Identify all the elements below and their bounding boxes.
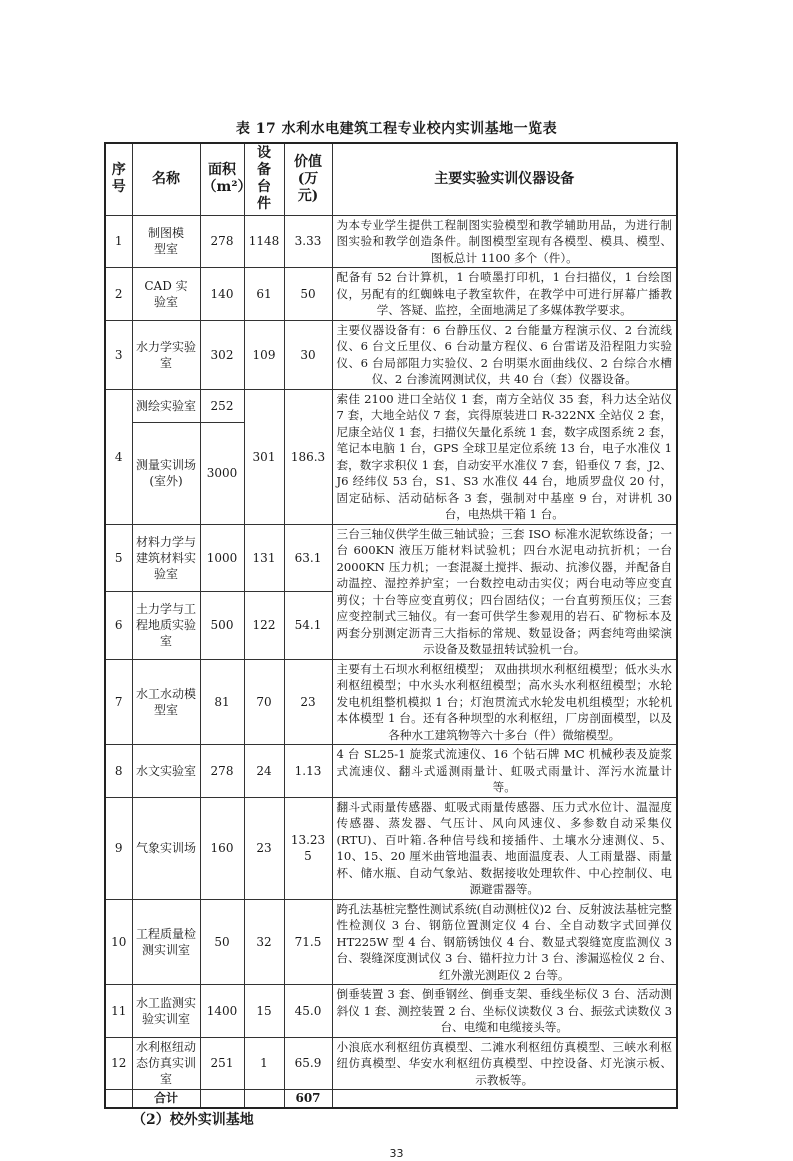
header-area: 面积（m²）	[200, 143, 244, 215]
cell-area: 1400	[200, 985, 244, 1038]
cell-seq: 1	[105, 215, 132, 268]
cell-equipment: 翻斗式雨量传感器、虹吸式雨量传感器、压力式水位计、温湿度传感器、蒸发器、气压计、风向风速仪、多参数自动采集仪(RTU)、百叶箱.各种信号线和接插件、土壤水分速测仪、5、10、15、20 厘米曲管地温表、地面温度表、人工雨量器、雨量杯、储水瓶、自动气象站、数据接收处理软件、中心控制仪、电源避雷器等。	[332, 797, 677, 899]
cell-area: 160	[200, 797, 244, 899]
cell-count: 1	[244, 1037, 284, 1090]
cell-seq: 7	[105, 659, 132, 745]
cell-equipment: 索佳 2100 进口全站仪 1 套，南方全站仪 35 套，科力达全站仪 7 套，大地全站仪 7 套，宾得原装进口 R-322NX 全站仪 2 套，尼康全站仪 1 套，扫描仪矢量化系统 1 套，数字成图系统 2 套，笔记本电脑 1 台，GPS 全球卫星定位系统 13 台，电子水准仪 1 套，数字求积仪 1 套，自动安平水准仪 7 套，铅垂仪 7 套，J2、J6 经纬仪 53 台，S1、S3 水准仪 44 台，地质罗盘仪 20 付，固定砧标、活动砧标各 3 套，强制对中基座 9 台，对讲机 30 台，电热烘干箱 1 台。	[332, 389, 677, 524]
cell-value: 50	[284, 268, 332, 321]
section-subheading: （2）校外实训基地	[132, 1112, 254, 1128]
header-equipment: 主要实验实训仪器设备	[332, 143, 677, 215]
cell-area: 302	[200, 320, 244, 389]
cell-count-empty	[244, 1090, 284, 1109]
cell-equipment: 小浪底水利枢纽仿真模型、二滩水利枢纽仿真模型、三峡水利枢纽仿真模型、华安水利枢纽仿真模型、中控设备、灯光演示板、示教板等。	[332, 1037, 677, 1090]
cell-seq: 5	[105, 524, 132, 592]
cell-area-empty	[200, 1090, 244, 1109]
cell-equipment: 4 台 SL25-1 旋浆式流速仪、16 个钻石牌 MC 机械秒表及旋浆式流速仪、翻斗式遥测雨量计、虹吸式雨量计、浑污水流量计等。	[332, 745, 677, 798]
cell-count: 109	[244, 320, 284, 389]
cell-count: 24	[244, 745, 284, 798]
training-base-table	[104, 142, 678, 1109]
table-row	[105, 524, 677, 592]
cell-equipment-empty	[332, 1090, 677, 1109]
header-row	[105, 143, 677, 215]
total-label: 合计	[132, 1090, 200, 1109]
cell-value: 45.0	[284, 985, 332, 1038]
cell-count: 23	[244, 797, 284, 899]
cell-name: 水工水动模型室	[132, 659, 200, 745]
page-number: 33	[389, 1147, 404, 1160]
cell-area: 140	[200, 268, 244, 321]
cell-value: 54.1	[284, 592, 332, 660]
cell-equipment: 三台三轴仪供学生做三轴试验；三套 ISO 标准水泥软练设备；一台 600KN 液压万能材料试验机；四台水泥电动抗折机；一台 2000KN 压力机；一套混凝土搅拌、振动、抗渗仪器，并配备自动温控、湿控养护室；一台数控电动击实仪；两台电动等应变直剪仪；十台等应变直剪仪；四台固结仪；一台直剪预压仪；三套应变控制式三轴仪。有一套可供学生参观用的岩石、矿物标本及两套分别测定沥青三大指标的常规、数显设备；两套纯弯曲梁演示设备及数显扭转试验机一台。	[332, 524, 677, 659]
cell-value: 71.5	[284, 899, 332, 985]
table-title: 表 17 水利水电建筑工程专业校内实训基地一览表	[235, 121, 558, 137]
cell-area: 500	[200, 592, 244, 660]
cell-name: 水力学实验室	[132, 320, 200, 389]
cell-name: 气象实训场	[132, 797, 200, 899]
table-row	[105, 899, 677, 985]
cell-area: 278	[200, 745, 244, 798]
table-row	[105, 215, 677, 268]
table-row	[105, 745, 677, 798]
cell-area: 252	[200, 389, 244, 422]
cell-equipment: 主要有土石坝水利枢纽模型； 双曲拱坝水利枢纽模型；低水头水利枢纽模型；中水头水利枢纽模型；高水头水利枢纽模型；水轮发电机组整机模拟 1 台；灯泡贯流式水轮发电机组模型；水轮机本体模型 1 台。还有各种坝型的水利枢纽，厂房剖面模型，以及各种水工建筑物等六十多台（件）微缩模型。	[332, 659, 677, 745]
cell-equipment: 跨孔法基桩完整性测试系统(自动测桩仪)2 台、反射波法基桩完整性检测仪 3 台、钢筋位置测定仪 4 台、全自动数字式回弹仪 HT225W 型 4 台、钢筋锈蚀仪 4 台、数显式裂缝宽度监测仪 3 台、裂缝深度测试仪 3 台、锚杆拉力计 3 台、渗漏巡检仪 2 台、红外激光测距仪 2 台等。	[332, 899, 677, 985]
cell-count: 61	[244, 268, 284, 321]
cell-value: 3.33	[284, 215, 332, 268]
cell-seq: 6	[105, 592, 132, 660]
cell-area: 81	[200, 659, 244, 745]
cell-name: 材料力学与建筑材料实验室	[132, 524, 200, 592]
table-row	[105, 659, 677, 745]
cell-area: 278	[200, 215, 244, 268]
cell-name-note: (室外)	[149, 474, 183, 488]
table-row	[105, 389, 677, 422]
cell-area: 1000	[200, 524, 244, 592]
cell-count: 122	[244, 592, 284, 660]
cell-seq: 12	[105, 1037, 132, 1090]
cell-name: 水文实验室	[132, 745, 200, 798]
cell-value: 30	[284, 320, 332, 389]
table-row	[105, 320, 677, 389]
cell-count: 1148	[244, 215, 284, 268]
cell-name: 测绘实验室	[132, 389, 200, 422]
header-count: 设备台件	[244, 143, 284, 215]
cell-seq-empty	[105, 1090, 132, 1109]
cell-count: 32	[244, 899, 284, 985]
header-seq: 序号	[105, 143, 132, 215]
total-value: 607	[284, 1090, 332, 1109]
cell-count: 301	[244, 389, 284, 524]
cell-value: 23	[284, 659, 332, 745]
cell-name-sub	[132, 422, 200, 524]
cell-seq: 4	[105, 389, 132, 524]
total-row	[105, 1090, 677, 1109]
cell-value: 65.9	[284, 1037, 332, 1090]
cell-name: 制图模型室	[132, 215, 200, 268]
cell-area: 50	[200, 899, 244, 985]
cell-equipment: 倒垂装置 3 套、倒垂钢丝、倒垂支架、垂线坐标仪 3 台、活动测斜仪 1 套、测控装置 2 台、坐标仪读数仪 3 台、振弦式读数仪 3 台、电缆和电缆接头等。	[332, 985, 677, 1038]
cell-name: 水利枢纽动态仿真实训室	[132, 1037, 200, 1090]
cell-area: 251	[200, 1037, 244, 1090]
cell-count: 70	[244, 659, 284, 745]
cell-area-sub: 3000	[200, 422, 244, 524]
table-row	[105, 1037, 677, 1090]
cell-name-text: 测量实训场	[135, 458, 196, 472]
cell-seq: 8	[105, 745, 132, 798]
header-name: 名称	[132, 143, 200, 215]
cell-seq: 10	[105, 899, 132, 985]
cell-value: 13.235	[284, 797, 332, 899]
cell-equipment: 为本专业学生提供工程制图实验模型和教学辅助用品，为进行制图实验和教学创造条件。制图模型室现有各模型、模具、模型、图板总计 1100 多个（件）。	[332, 215, 677, 268]
table-row	[105, 985, 677, 1038]
cell-value: 63.1	[284, 524, 332, 592]
cell-seq: 3	[105, 320, 132, 389]
cell-count: 15	[244, 985, 284, 1038]
cell-name: 土力学与工程地质实验室	[132, 592, 200, 660]
cell-name: 工程质量检测实训室	[132, 899, 200, 985]
cell-seq: 2	[105, 268, 132, 321]
table-row	[105, 268, 677, 321]
cell-seq: 11	[105, 985, 132, 1038]
cell-name: 水工监测实验实训室	[132, 985, 200, 1038]
cell-value: 186.3	[284, 389, 332, 524]
header-value: 价值(万元)	[284, 143, 332, 215]
cell-seq: 9	[105, 797, 132, 899]
cell-value: 1.13	[284, 745, 332, 798]
cell-equipment: 配备有 52 台计算机，1 台喷墨打印机，1 台扫描仪，1 台绘图仪，另配有的红蜘蛛电子教室软件，在教学中可进行屏幕广播教学、答疑、监控，全面地满足了多媒体教学要求。	[332, 268, 677, 321]
cell-count: 131	[244, 524, 284, 592]
table-row	[105, 797, 677, 899]
cell-name: CAD 实验室	[132, 268, 200, 321]
cell-equipment: 主要仪器设备有：6 台静压仪、2 台能量方程演示仪、2 台流线仪、6 台文丘里仪、6 台动量方程仪、6 台雷诺及沿程阻力实验仪、6 台局部阻力实验仪、2 台明渠水面曲线仪、2 台综合水槽仪、2 台渗流网测试仪，共 40 台（套）仪器设备。	[332, 320, 677, 389]
